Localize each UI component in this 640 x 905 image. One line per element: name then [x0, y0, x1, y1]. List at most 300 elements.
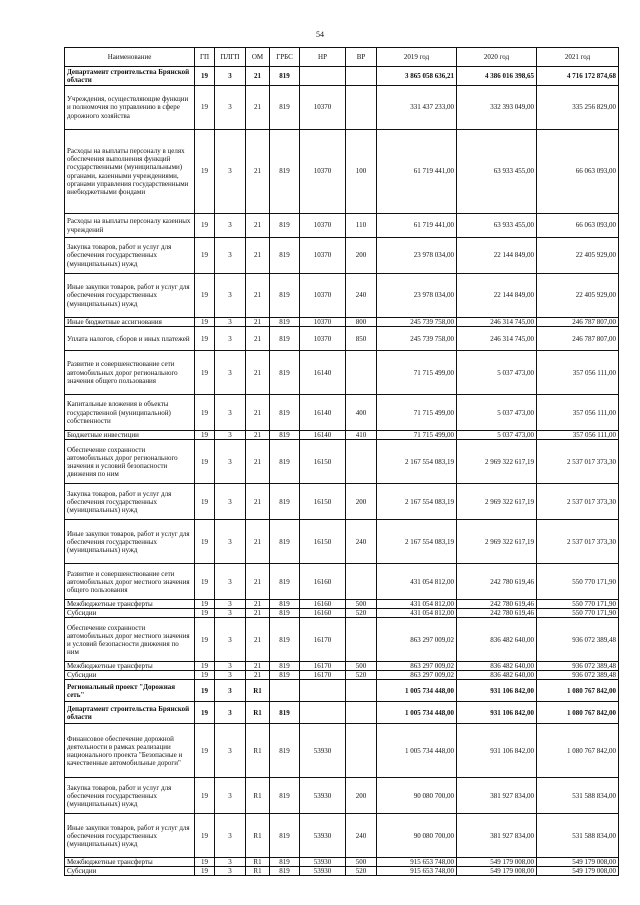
cell-gp: 19 — [195, 671, 215, 680]
cell-2019: 245 739 758,00 — [377, 327, 457, 351]
table-row — [65, 564, 619, 600]
table-row — [65, 858, 619, 867]
cell-vr: 520 — [346, 671, 377, 680]
cell-om: 21 — [246, 484, 270, 520]
cell-vr — [346, 86, 377, 130]
cell-om: 21 — [246, 431, 270, 440]
cell-2020: 332 393 049,00 — [457, 86, 537, 130]
cell-2021: 549 179 008,00 — [537, 858, 619, 867]
cell-2021: 2 537 017 373,30 — [537, 520, 619, 564]
cell-om: R1 — [246, 778, 270, 814]
cell-2019: 71 715 499,00 — [377, 395, 457, 431]
cell-om: 21 — [246, 351, 270, 395]
cell-grbs — [270, 680, 300, 702]
table-row — [65, 600, 619, 609]
cell-2021: 4 716 172 874,68 — [537, 67, 619, 86]
cell-vr: 520 — [346, 609, 377, 618]
cell-nr: 10370 — [300, 318, 346, 327]
cell-om: 21 — [246, 618, 270, 662]
cell-grbs: 819 — [270, 318, 300, 327]
cell-grbs: 819 — [270, 609, 300, 618]
cell-gp: 19 — [195, 858, 215, 867]
cell-2020: 5 037 473,00 — [457, 395, 537, 431]
cell-om: 21 — [246, 214, 270, 238]
cell-2021: 550 770 171,90 — [537, 600, 619, 609]
cell-om: 21 — [246, 274, 270, 318]
cell-2020: 22 144 849,00 — [457, 274, 537, 318]
cell-om: R1 — [246, 702, 270, 724]
cell-vr: 200 — [346, 238, 377, 274]
cell-plgp: 3 — [215, 214, 246, 238]
cell-nr: 16160 — [300, 564, 346, 600]
cell-name: Закупка товаров, работ и услуг для обеспечения государственных (муниципальных) нужд — [65, 238, 195, 274]
cell-2019: 915 653 748,00 — [377, 867, 457, 876]
cell-grbs: 819 — [270, 440, 300, 484]
cell-nr: 16150 — [300, 440, 346, 484]
cell-gp: 19 — [195, 214, 215, 238]
cell-2021: 66 063 093,00 — [537, 214, 619, 238]
cell-2021: 2 537 017 373,30 — [537, 440, 619, 484]
cell-nr: 16170 — [300, 618, 346, 662]
table-row — [65, 814, 619, 858]
cell-2019: 1 005 734 448,00 — [377, 702, 457, 724]
cell-2020: 4 386 016 398,65 — [457, 67, 537, 86]
cell-vr: 200 — [346, 484, 377, 520]
cell-plgp: 3 — [215, 351, 246, 395]
cell-2020: 246 314 745,00 — [457, 327, 537, 351]
table-row — [65, 484, 619, 520]
cell-om: R1 — [246, 867, 270, 876]
cell-2019: 245 739 758,00 — [377, 318, 457, 327]
cell-om: 21 — [246, 395, 270, 431]
cell-gp: 19 — [195, 600, 215, 609]
cell-grbs: 819 — [270, 395, 300, 431]
cell-nr: 16140 — [300, 431, 346, 440]
cell-gp: 19 — [195, 431, 215, 440]
cell-vr: 500 — [346, 662, 377, 671]
cell-2021: 1 080 767 842,00 — [537, 680, 619, 702]
cell-2020: 246 314 745,00 — [457, 318, 537, 327]
cell-2019: 61 719 441,00 — [377, 214, 457, 238]
cell-nr — [300, 67, 346, 86]
cell-2019: 1 005 734 448,00 — [377, 680, 457, 702]
cell-plgp: 3 — [215, 86, 246, 130]
cell-2021: 531 588 834,00 — [537, 814, 619, 858]
table-row — [65, 618, 619, 662]
cell-name: Развитие и совершенствование сети автомобильных дорог регионального значения общего пользования — [65, 351, 195, 395]
cell-2020: 836 482 640,00 — [457, 618, 537, 662]
cell-2020: 5 037 473,00 — [457, 351, 537, 395]
cell-grbs: 819 — [270, 431, 300, 440]
table-row — [65, 395, 619, 431]
table-row — [65, 327, 619, 351]
cell-2019: 331 437 233,00 — [377, 86, 457, 130]
cell-nr — [300, 680, 346, 702]
cell-gp: 19 — [195, 67, 215, 86]
cell-nr: 16140 — [300, 351, 346, 395]
cell-vr: 500 — [346, 600, 377, 609]
cell-2019: 431 054 812,00 — [377, 564, 457, 600]
cell-2020: 549 179 008,00 — [457, 858, 537, 867]
cell-plgp: 3 — [215, 662, 246, 671]
cell-om: 21 — [246, 662, 270, 671]
cell-grbs: 819 — [270, 520, 300, 564]
cell-grbs: 819 — [270, 671, 300, 680]
cell-plgp: 3 — [215, 274, 246, 318]
table-row — [65, 67, 619, 86]
cell-2019: 61 719 441,00 — [377, 130, 457, 214]
cell-vr: 110 — [346, 214, 377, 238]
cell-gp: 19 — [195, 327, 215, 351]
table-row — [65, 680, 619, 702]
cell-grbs: 819 — [270, 564, 300, 600]
table-header-row — [65, 48, 619, 67]
cell-plgp: 3 — [215, 867, 246, 876]
cell-om: 21 — [246, 238, 270, 274]
header-nr: НР — [300, 48, 346, 67]
cell-plgp: 3 — [215, 395, 246, 431]
cell-om: 21 — [246, 67, 270, 86]
cell-2020: 5 037 473,00 — [457, 431, 537, 440]
cell-grbs: 819 — [270, 867, 300, 876]
cell-grbs: 819 — [270, 238, 300, 274]
cell-2021: 22 405 929,00 — [537, 238, 619, 274]
cell-2021: 66 063 093,00 — [537, 130, 619, 214]
cell-name: Развитие и совершенствование сети автомобильных дорог местного значения общего пользования — [65, 564, 195, 600]
cell-2019: 71 715 499,00 — [377, 351, 457, 395]
cell-2021: 1 080 767 842,00 — [537, 702, 619, 724]
cell-2021: 549 179 008,00 — [537, 867, 619, 876]
cell-plgp: 3 — [215, 484, 246, 520]
cell-plgp: 3 — [215, 778, 246, 814]
cell-nr: 53930 — [300, 814, 346, 858]
cell-vr — [346, 67, 377, 86]
cell-nr: 53930 — [300, 724, 346, 778]
cell-gp: 19 — [195, 440, 215, 484]
cell-grbs: 819 — [270, 778, 300, 814]
table-row — [65, 440, 619, 484]
table-row — [65, 238, 619, 274]
cell-name: Региональный проект "Дорожная сеть" — [65, 680, 195, 702]
cell-gp: 19 — [195, 618, 215, 662]
cell-vr — [346, 724, 377, 778]
cell-gp: 19 — [195, 564, 215, 600]
budget-table — [64, 47, 619, 876]
cell-name: Закупка товаров, работ и услуг для обеспечения государственных (муниципальных) нужд — [65, 778, 195, 814]
cell-2020: 2 969 322 617,19 — [457, 520, 537, 564]
cell-plgp: 3 — [215, 238, 246, 274]
cell-2020: 63 933 455,00 — [457, 130, 537, 214]
cell-plgp: 3 — [215, 680, 246, 702]
cell-gp: 19 — [195, 724, 215, 778]
cell-name: Уплата налогов, сборов и иных платежей — [65, 327, 195, 351]
cell-vr: 400 — [346, 395, 377, 431]
cell-2020: 242 780 619,46 — [457, 609, 537, 618]
cell-vr — [346, 702, 377, 724]
cell-grbs: 819 — [270, 702, 300, 724]
cell-name: Межбюджетные трансферты — [65, 600, 195, 609]
cell-om: 21 — [246, 600, 270, 609]
cell-plgp: 3 — [215, 702, 246, 724]
cell-plgp: 3 — [215, 724, 246, 778]
cell-om: 21 — [246, 440, 270, 484]
cell-om: 21 — [246, 564, 270, 600]
cell-nr: 16150 — [300, 520, 346, 564]
cell-gp: 19 — [195, 680, 215, 702]
cell-vr: 100 — [346, 130, 377, 214]
cell-vr: 240 — [346, 274, 377, 318]
cell-grbs: 819 — [270, 274, 300, 318]
header-grbs: ГРБС — [270, 48, 300, 67]
cell-plgp: 3 — [215, 130, 246, 214]
cell-gp: 19 — [195, 814, 215, 858]
cell-name: Бюджетные инвестиции — [65, 431, 195, 440]
cell-name: Обеспечение сохранности автомобильных дорог местного значения и условий безопасности движения по ним — [65, 618, 195, 662]
cell-2021: 2 537 017 373,30 — [537, 484, 619, 520]
cell-2020: 381 927 834,00 — [457, 778, 537, 814]
cell-plgp: 3 — [215, 600, 246, 609]
cell-name: Иные закупки товаров, работ и услуг для обеспечения государственных (муниципальных) нужд — [65, 520, 195, 564]
cell-2021: 936 072 389,48 — [537, 618, 619, 662]
cell-vr — [346, 680, 377, 702]
cell-gp: 19 — [195, 662, 215, 671]
cell-2020: 836 482 640,00 — [457, 662, 537, 671]
header-2019: 2019 год — [377, 48, 457, 67]
header-2020: 2020 год — [457, 48, 537, 67]
cell-grbs: 819 — [270, 618, 300, 662]
table-row — [65, 214, 619, 238]
cell-2019: 23 978 034,00 — [377, 238, 457, 274]
cell-grbs: 819 — [270, 351, 300, 395]
header-vr: ВР — [346, 48, 377, 67]
cell-nr: 53930 — [300, 858, 346, 867]
cell-vr — [346, 440, 377, 484]
cell-grbs: 819 — [270, 724, 300, 778]
cell-gp: 19 — [195, 395, 215, 431]
cell-om: R1 — [246, 814, 270, 858]
cell-2019: 431 054 812,00 — [377, 609, 457, 618]
cell-2020: 63 933 455,00 — [457, 214, 537, 238]
page-number: 54 — [316, 30, 324, 39]
cell-plgp: 3 — [215, 431, 246, 440]
cell-vr: 800 — [346, 318, 377, 327]
cell-grbs: 819 — [270, 600, 300, 609]
cell-gp: 19 — [195, 484, 215, 520]
cell-2019: 863 297 009,02 — [377, 671, 457, 680]
cell-name: Капитальные вложения в объекты государственной (муниципальной) собственности — [65, 395, 195, 431]
cell-2019: 23 978 034,00 — [377, 274, 457, 318]
table-row — [65, 867, 619, 876]
cell-2019: 431 054 812,00 — [377, 600, 457, 609]
table-row — [65, 431, 619, 440]
cell-gp: 19 — [195, 702, 215, 724]
cell-om: 21 — [246, 318, 270, 327]
cell-grbs: 819 — [270, 484, 300, 520]
cell-name: Расходы на выплаты персоналу в целях обеспечения выполнения функций государственными (муниципальными) органами, казенными учреждениями, органами управления государственными внебюджетными фондами — [65, 130, 195, 214]
cell-nr: 16160 — [300, 600, 346, 609]
cell-grbs: 819 — [270, 130, 300, 214]
table-row — [65, 351, 619, 395]
cell-2021: 531 588 834,00 — [537, 778, 619, 814]
cell-name: Иные закупки товаров, работ и услуг для обеспечения государственных (муниципальных) нужд — [65, 814, 195, 858]
cell-2020: 381 927 834,00 — [457, 814, 537, 858]
cell-gp: 19 — [195, 318, 215, 327]
cell-nr: 16140 — [300, 395, 346, 431]
cell-2019: 2 167 554 083,19 — [377, 520, 457, 564]
cell-2019: 2 167 554 083,19 — [377, 440, 457, 484]
cell-om: 21 — [246, 609, 270, 618]
cell-2021: 357 056 111,00 — [537, 351, 619, 395]
header-name: Наименование — [65, 48, 195, 67]
table-row — [65, 520, 619, 564]
cell-2020: 931 106 842,00 — [457, 724, 537, 778]
cell-2020: 242 780 619,46 — [457, 600, 537, 609]
cell-2019: 915 653 748,00 — [377, 858, 457, 867]
cell-2021: 936 072 389,48 — [537, 662, 619, 671]
cell-2020: 836 482 640,00 — [457, 671, 537, 680]
cell-plgp: 3 — [215, 858, 246, 867]
cell-2019: 863 297 009,02 — [377, 618, 457, 662]
table-row — [65, 318, 619, 327]
cell-gp: 19 — [195, 238, 215, 274]
cell-grbs: 819 — [270, 327, 300, 351]
cell-nr: 10370 — [300, 274, 346, 318]
cell-plgp: 3 — [215, 327, 246, 351]
cell-gp: 19 — [195, 130, 215, 214]
cell-nr: 10370 — [300, 86, 346, 130]
cell-grbs: 819 — [270, 662, 300, 671]
cell-nr: 10370 — [300, 238, 346, 274]
cell-gp: 19 — [195, 86, 215, 130]
cell-om: 21 — [246, 130, 270, 214]
cell-nr: 10370 — [300, 214, 346, 238]
table-row — [65, 130, 619, 214]
table-row — [65, 778, 619, 814]
cell-grbs: 819 — [270, 67, 300, 86]
cell-vr: 500 — [346, 858, 377, 867]
cell-2019: 863 297 009,02 — [377, 662, 457, 671]
cell-2021: 246 787 807,00 — [537, 318, 619, 327]
cell-2019: 2 167 554 083,19 — [377, 484, 457, 520]
cell-name: Обеспечение сохранности автомобильных дорог регионального значения и условий безопасности движения по ним — [65, 440, 195, 484]
table-row — [65, 86, 619, 130]
cell-nr: 53930 — [300, 778, 346, 814]
cell-gp: 19 — [195, 867, 215, 876]
cell-2020: 242 780 619,46 — [457, 564, 537, 600]
cell-vr: 850 — [346, 327, 377, 351]
cell-name: Субсидии — [65, 671, 195, 680]
cell-2021: 550 770 171,90 — [537, 564, 619, 600]
cell-nr: 16160 — [300, 609, 346, 618]
cell-nr: 16150 — [300, 484, 346, 520]
cell-plgp: 3 — [215, 814, 246, 858]
header-om: ОМ — [246, 48, 270, 67]
cell-nr — [300, 702, 346, 724]
cell-name: Иные закупки товаров, работ и услуг для обеспечения государственных (муниципальных) нужд — [65, 274, 195, 318]
cell-2020: 931 106 842,00 — [457, 702, 537, 724]
cell-gp: 19 — [195, 778, 215, 814]
cell-grbs: 819 — [270, 86, 300, 130]
cell-om: 21 — [246, 86, 270, 130]
cell-grbs: 819 — [270, 814, 300, 858]
header-plgp: ПЛГП — [215, 48, 246, 67]
cell-name: Иные бюджетные ассигнования — [65, 318, 195, 327]
cell-nr: 16170 — [300, 662, 346, 671]
cell-nr: 53930 — [300, 867, 346, 876]
cell-name: Учреждения, осуществляющие функции и полномочия по управлению в сфере дорожного хозяйства — [65, 86, 195, 130]
cell-2021: 1 080 767 842,00 — [537, 724, 619, 778]
cell-name: Закупка товаров, работ и услуг для обеспечения государственных (муниципальных) нужд — [65, 484, 195, 520]
cell-2019: 90 080 700,00 — [377, 778, 457, 814]
cell-plgp: 3 — [215, 318, 246, 327]
cell-om: 21 — [246, 327, 270, 351]
cell-gp: 19 — [195, 351, 215, 395]
cell-2021: 550 770 171,90 — [537, 609, 619, 618]
cell-plgp: 3 — [215, 564, 246, 600]
cell-2019: 90 080 700,00 — [377, 814, 457, 858]
cell-gp: 19 — [195, 609, 215, 618]
cell-plgp: 3 — [215, 671, 246, 680]
cell-vr: 200 — [346, 778, 377, 814]
cell-2019: 1 005 734 448,00 — [377, 724, 457, 778]
cell-om: R1 — [246, 724, 270, 778]
cell-2021: 246 787 807,00 — [537, 327, 619, 351]
table-row — [65, 702, 619, 724]
cell-vr — [346, 564, 377, 600]
cell-plgp: 3 — [215, 67, 246, 86]
table-row — [65, 274, 619, 318]
cell-vr: 520 — [346, 867, 377, 876]
cell-name: Межбюджетные трансферты — [65, 662, 195, 671]
cell-grbs: 819 — [270, 858, 300, 867]
cell-nr: 10370 — [300, 130, 346, 214]
cell-gp: 19 — [195, 274, 215, 318]
table-row — [65, 724, 619, 778]
table-body — [65, 67, 619, 876]
header-2021: 2021 год — [537, 48, 619, 67]
cell-2021: 335 256 829,00 — [537, 86, 619, 130]
cell-name: Департамент строительства Брянской области — [65, 702, 195, 724]
cell-2019: 3 865 058 636,21 — [377, 67, 457, 86]
cell-gp: 19 — [195, 520, 215, 564]
table-row — [65, 609, 619, 618]
cell-2020: 22 144 849,00 — [457, 238, 537, 274]
cell-2021: 936 072 389,48 — [537, 671, 619, 680]
cell-plgp: 3 — [215, 618, 246, 662]
header-gp: ГП — [195, 48, 215, 67]
cell-vr: 240 — [346, 814, 377, 858]
cell-om: 21 — [246, 520, 270, 564]
cell-om: 21 — [246, 671, 270, 680]
cell-nr: 16170 — [300, 671, 346, 680]
cell-name: Субсидии — [65, 867, 195, 876]
cell-name: Субсидии — [65, 609, 195, 618]
cell-2019: 71 715 499,00 — [377, 431, 457, 440]
cell-name: Департамент строительства Брянской области — [65, 67, 195, 86]
cell-plgp: 3 — [215, 520, 246, 564]
cell-2020: 549 179 008,00 — [457, 867, 537, 876]
cell-vr: 240 — [346, 520, 377, 564]
cell-vr — [346, 618, 377, 662]
cell-name: Межбюджетные трансферты — [65, 858, 195, 867]
cell-nr: 10370 — [300, 327, 346, 351]
cell-2020: 2 969 322 617,19 — [457, 484, 537, 520]
cell-plgp: 3 — [215, 440, 246, 484]
cell-name: Финансовое обеспечение дорожной деятельности в рамках реализации национального проекта "Безопасные и качественные автомобильные дороги" — [65, 724, 195, 778]
cell-2020: 2 969 322 617,19 — [457, 440, 537, 484]
table-row — [65, 671, 619, 680]
cell-2021: 357 056 111,00 — [537, 395, 619, 431]
